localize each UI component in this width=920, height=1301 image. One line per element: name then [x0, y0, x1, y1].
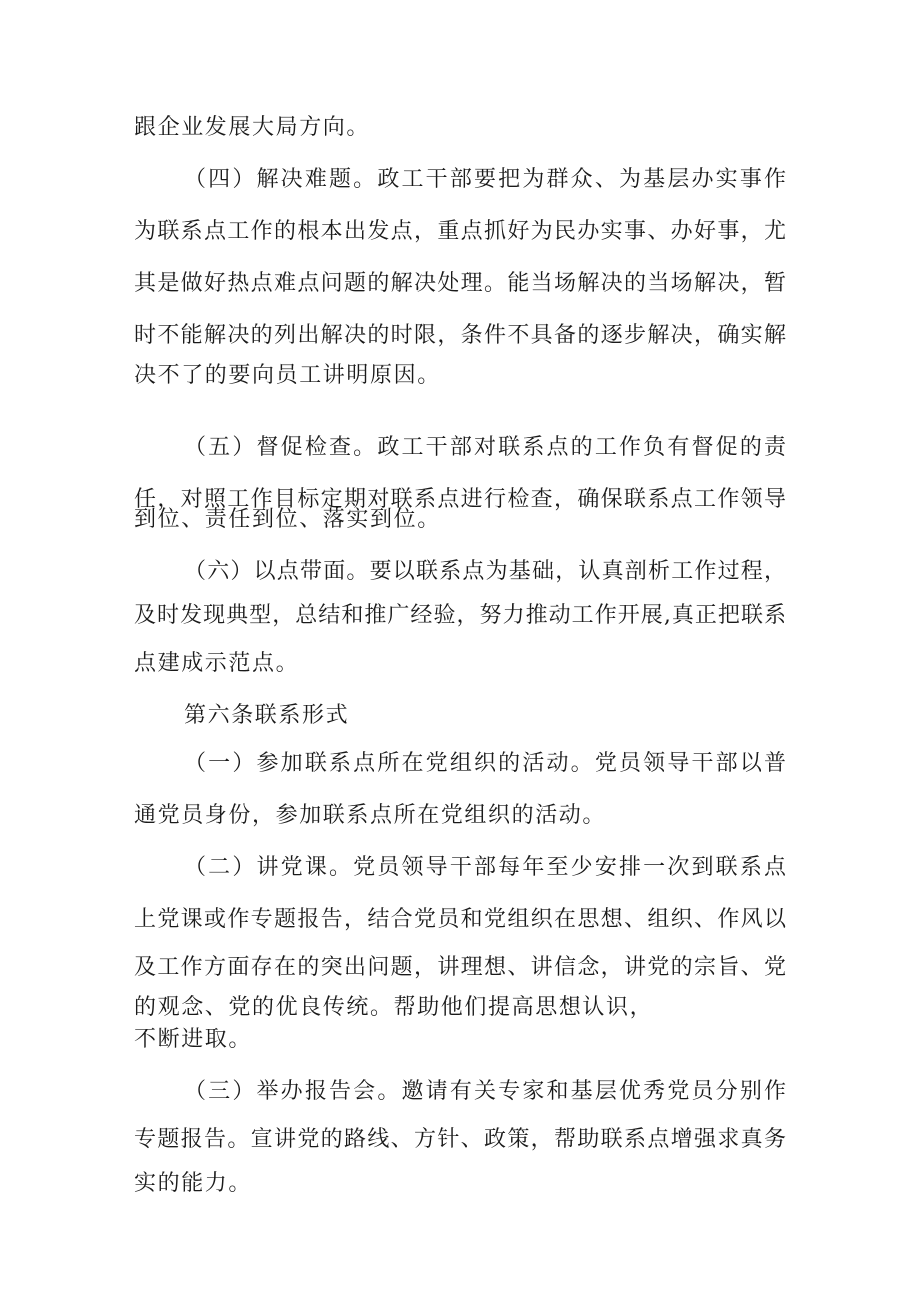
text-line: （四）解决难题。政工干部要把为群众、为基层办实事作 [184, 167, 786, 192]
text-line: 其是做好热点难点问题的解决处理。能当场解决的当场解决，暂 [134, 271, 786, 296]
text-line: （三）举办报告会。邀请有关专家和基层优秀党员分别作 [184, 1079, 786, 1104]
text-line: 及时发现典型，总结和推广经验，努力推动工作开展,真正把联系 [134, 603, 786, 628]
text-line: 到位、责任到位、落实到位。 [134, 507, 441, 532]
text-line: （六）以点带面。要以联系点为基础，认真剖析工作过程， [184, 559, 786, 584]
text-line: 任，对照工作目标定期对联系点进行检查，确保联系点工作领导 [134, 487, 786, 512]
text-line: 为联系点工作的根本出发点，重点抓好为民办实事、办好事，尤 [134, 219, 786, 244]
text-line: 实的能力。 [134, 1171, 253, 1196]
text-line: 跟企业发展大局方向。 [134, 115, 371, 140]
text-line: 点建成示范点。 [134, 651, 300, 676]
text-line: （五）督促检查。政工干部对联系点的工作负有督促的责 [184, 435, 786, 460]
text-line: （二）讲党课。党员领导干部每年至少安排一次到联系点 [184, 855, 786, 880]
text-line: 时不能解决的列出解决的时限，条件不具备的逐步解决，确实解 [134, 323, 786, 348]
text-line: 决不了的要向员工讲明原因。 [134, 363, 441, 388]
section-heading: 第六条联系形式 [184, 703, 350, 728]
text-line: 上党课或作专题报告，结合党员和党组织在思想、组织、作风以 [134, 907, 786, 932]
text-line: （一）参加联系点所在党组织的活动。党员领导干部以普 [184, 751, 786, 776]
text-line: 不断进取。 [134, 1027, 253, 1052]
text-line: 的观念、党的优良传统。帮助他们提高思想认识， [134, 995, 654, 1020]
text-line: 通党员身份，参加联系点所在党组织的活动。 [134, 803, 607, 828]
text-line: 及工作方面存在的突出问题，讲理想、讲信念，讲党的宗旨、党 [134, 955, 786, 980]
text-line: 专题报告。宣讲党的路线、方针、政策，帮助联系点增强求真务 [134, 1127, 786, 1152]
